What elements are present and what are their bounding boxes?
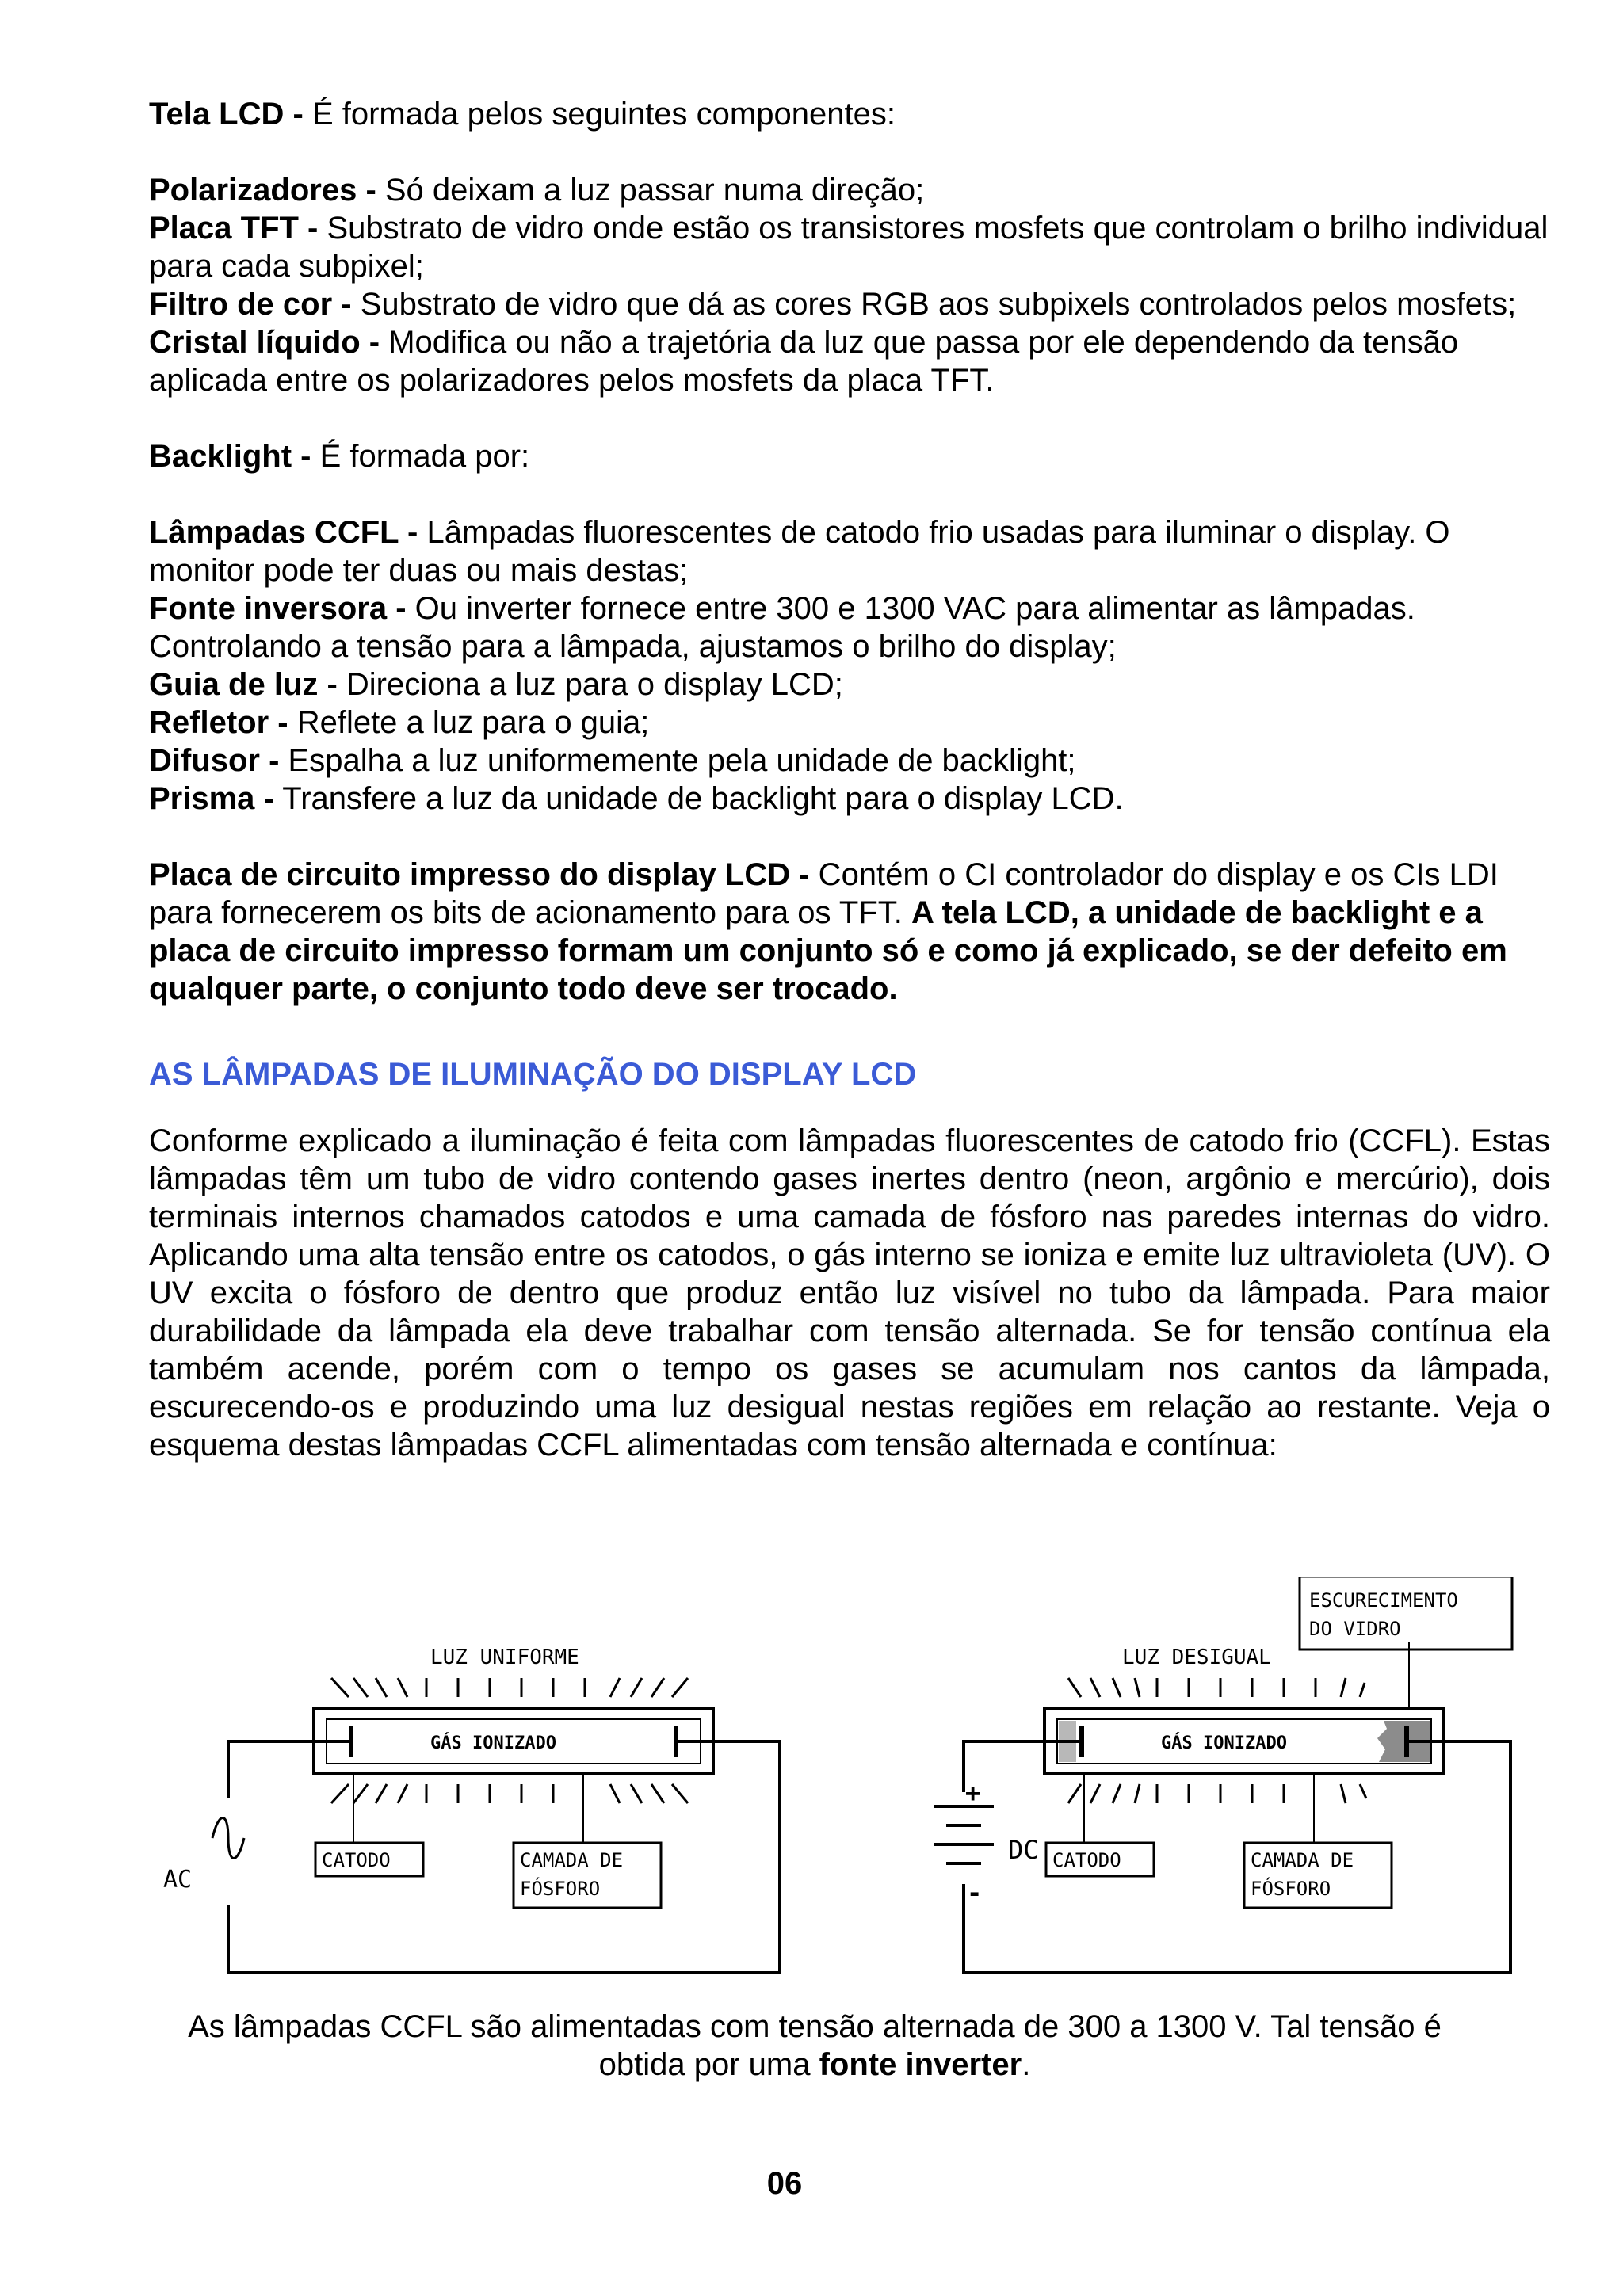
desc-guia-luz: Direciona a luz para o display LCD; [337, 667, 843, 702]
term-polarizadores: Polarizadores - [149, 173, 376, 208]
list-item [149, 285, 1550, 323]
term-placa-tft: Placa TFT - [149, 211, 319, 246]
term-difusor: Difusor - [149, 743, 280, 778]
placa-text: Contém o CI controlador do display e os CIs LDI para fornecerem os bits de acionamento para os TFT. [149, 857, 1499, 930]
term-lampadas-ccfl: Lâmpadas CCFL - [149, 515, 418, 550]
list-item [149, 666, 1550, 704]
page-number: 06 [766, 2166, 803, 2201]
ccfl-diagram [149, 1577, 1550, 1989]
cathode-label-left: CATODO [322, 1849, 391, 1871]
desc-fonte-inversora: Ou inverter fornece entre 300 e 1300 VAC para alimentar as lâmpadas. Controlando a tensão para a lâmpada, ajustamos o brilho do display; [149, 591, 1415, 664]
list-item [149, 513, 1550, 589]
desc-lampadas-ccfl: Lâmpadas fluorescentes de catodo frio usadas para iluminar o display. O monitor pode ter duas ou mais destas; [149, 515, 1450, 588]
phosphor-label-right-1: CAMADA DE [1251, 1849, 1354, 1871]
list-item [149, 742, 1550, 780]
darkening-label-2: DO VIDRO [1309, 1618, 1401, 1640]
section-paragraph: Conforme explicado a iluminação é feita com lâmpadas fluorescentes de catodo frio (CCFL). Estas lâmpadas têm um tubo de vidro contendo gases inertes dentro (neon, argônio e mercúrio), dois terminais internos chamados catodos e uma camada de fósforo nas paredes internas do vidro. Aplicando uma alta tensão entre os catodos, o gás interno se ioniza e emite luz ultravioleta (UV). O UV excita o fósforo de dentro que produz então luz visível no tubo da lâmpada. Para maior durabilidade da lâmpada ela deve trabalhar com tensão alternada. Se for tensão contínua ela também acende, porém com o tempo os gases se acumulam nos cantos da lâmpada, escurecendo-os e produzindo uma luz desigual nestas regiões em relação ao restante. Veja o esquema destas lâmpadas CCFL alimentadas com tensão alternada e contínua: [149, 1123, 1550, 1463]
list-item [149, 704, 1550, 742]
list-item [149, 209, 1550, 285]
desc-filtro-cor: Substrato de vidro que dá as cores RGB aos subpixels controlados pelos mosfets; [351, 287, 1517, 322]
figure-caption [149, 2008, 1480, 2084]
backlight-term: Backlight - [149, 439, 311, 474]
desc-polarizadores: Só deixam a luz passar numa direção; [376, 173, 925, 208]
gas-label-left: GÁS IONIZADO [430, 1733, 556, 1753]
term-filtro-cor: Filtro de cor - [149, 287, 352, 322]
desc-prisma: Transfere a luz da unidade de backlight para o display LCD. [273, 781, 1124, 816]
list-item [149, 780, 1550, 818]
list-item [149, 589, 1550, 666]
desc-difusor: Espalha a luz uniformemente pela unidade de backlight; [279, 743, 1076, 778]
dc-label: DC [1008, 1835, 1039, 1865]
placa-bold-text: A tela LCD, a unidade de backlight e a placa de circuito impresso formam um conjunto só e como já explicado, se der defeito em qualquer parte, o conjunto todo deve ser trocado. [149, 895, 1507, 1006]
term-fonte-inversora: Fonte inversora - [149, 591, 407, 626]
phosphor-label-right-2: FÓSFORO [1251, 1878, 1331, 1900]
desc-placa-tft: Substrato de vidro onde estão os transistores mosfets que controlam o brilho individual para cada subpixel; [149, 211, 1549, 284]
tela-intro [149, 95, 1550, 133]
backlight-intro [149, 437, 1550, 475]
term-refletor: Refletor - [149, 705, 288, 740]
ac-label: AC [163, 1866, 193, 1894]
minus-sign: - [967, 1878, 983, 1908]
document-body [149, 95, 1550, 1464]
desc-refletor: Reflete a luz para o guia; [288, 705, 650, 740]
light-label-right: LUZ DESIGUAL [1122, 1646, 1271, 1669]
caption-text: As lâmpadas CCFL são alimentadas com tensão alternada de 300 a 1300 V. Tal tensão é obtida por uma [188, 2009, 1442, 2082]
placa-term: Placa de circuito impresso do display LCD - [149, 857, 810, 892]
caption-end: . [1022, 2047, 1031, 2082]
light-label-left: LUZ UNIFORME [430, 1646, 579, 1669]
placa-paragraph [149, 856, 1550, 1008]
phosphor-label-left-1: CAMADA DE [520, 1849, 624, 1871]
term-guia-luz: Guia de luz - [149, 667, 338, 702]
tela-text: É formada pelos seguintes componentes: [303, 97, 896, 132]
caption-bold: fonte inverter [819, 2047, 1022, 2082]
desc-cristal-liquido: Modifica ou não a trajetória da luz que passa por ele dependendo da tensão aplicada entre os polarizadores pelos mosfets da placa TFT. [149, 325, 1459, 398]
darkening-label-1: ESCURECIMENTO [1309, 1589, 1458, 1611]
gas-label-right: GÁS IONIZADO [1161, 1733, 1287, 1753]
list-item [149, 323, 1550, 399]
cathode-label-right: CATODO [1052, 1849, 1121, 1871]
section-heading: AS LÂMPADAS DE ILUMINAÇÃO DO DISPLAY LCD [149, 1057, 917, 1092]
backlight-text: É formada por: [311, 439, 530, 474]
list-item [149, 171, 1550, 209]
term-prisma: Prisma - [149, 781, 274, 816]
phosphor-label-left-2: FÓSFORO [520, 1878, 601, 1900]
tela-term: Tela LCD - [149, 97, 304, 132]
term-cristal-liquido: Cristal líquido - [149, 325, 380, 360]
plus-sign: + [965, 1778, 981, 1808]
